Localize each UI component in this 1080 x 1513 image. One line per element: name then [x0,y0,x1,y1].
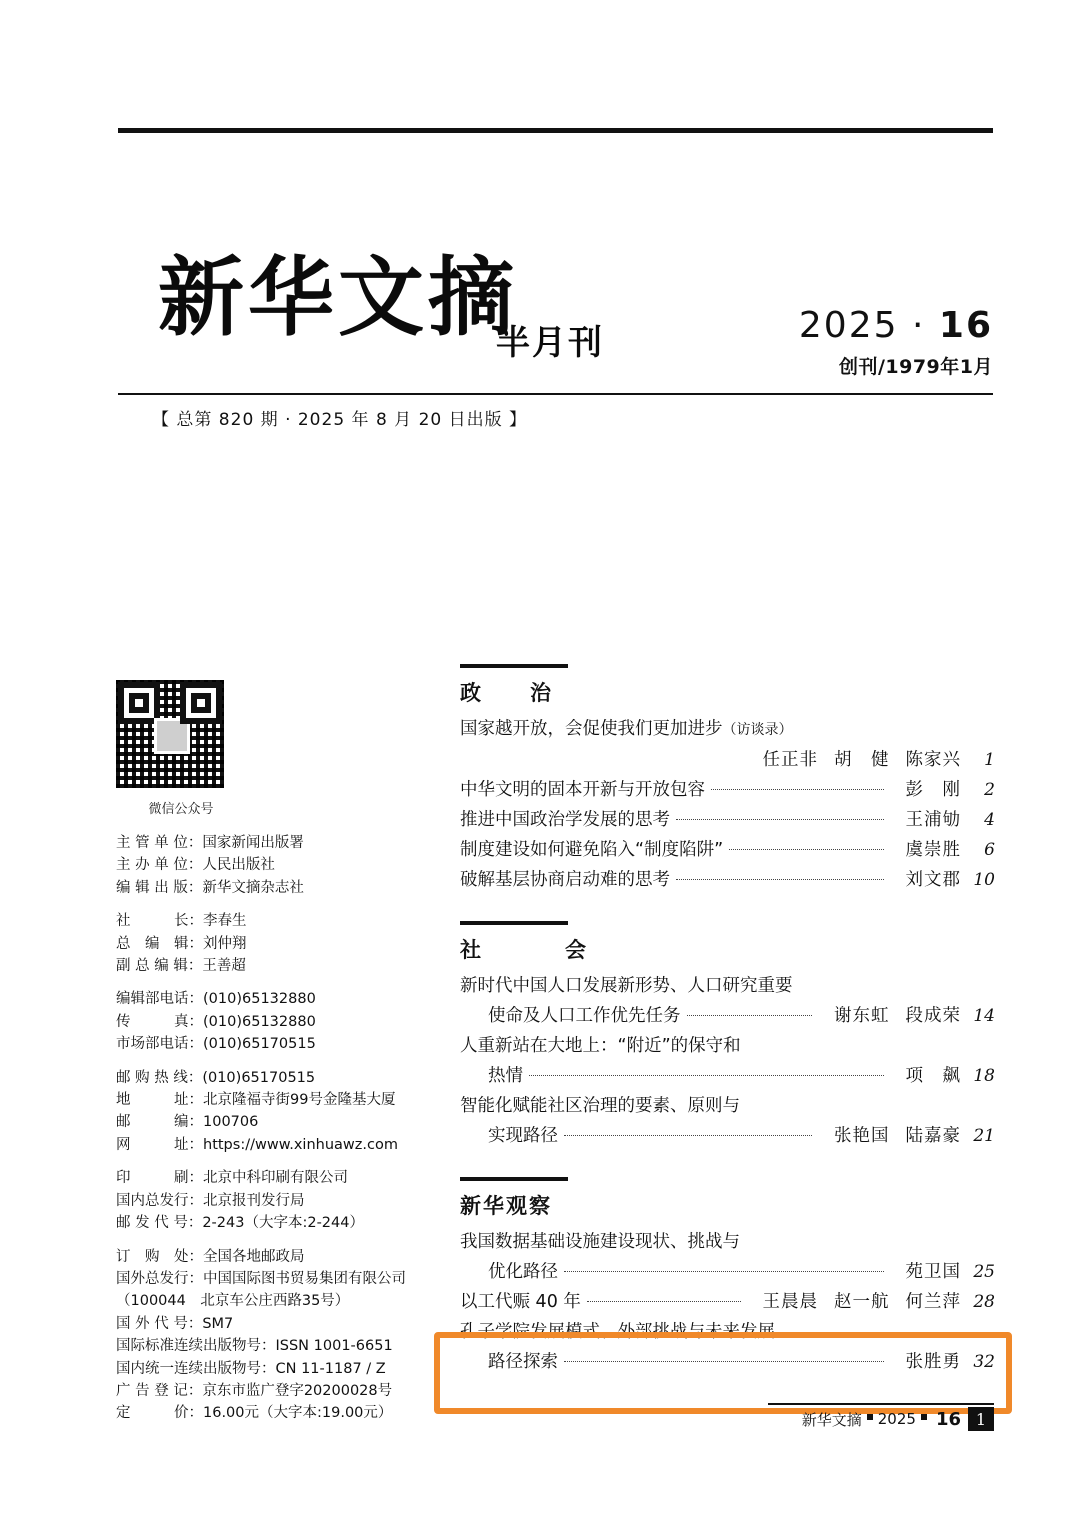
imprint-key: 主 管 单 位： [116,835,203,851]
imprint-spacer [116,1235,466,1246]
founded-label: 创刊/1979年1月 [838,356,993,378]
imprint-value: （100044 北京车公庄西路35号） [116,1293,350,1310]
toc-author: 王晨晨 [762,1292,818,1312]
issue-number: 16 [938,305,993,346]
footer-issue: 16 [935,1408,961,1430]
issue-separator: · [911,305,926,346]
toc-entry-page: 1 [984,750,995,770]
toc-entry-authors [818,1001,961,1031]
toc-section-title: 新华观察 [460,1194,552,1218]
toc-entry-authors [747,745,962,775]
toc-entry[interactable] [460,805,995,835]
imprint-value: 北京中科印刷有限公司 [203,1170,348,1187]
masthead-rule [118,393,993,395]
toc-entry-title-cont: 实现路径 [488,1126,558,1146]
imprint-row [116,1167,466,1189]
imprint-row [116,955,466,977]
imprint-key: 邮 购 热 线： [116,1069,203,1086]
toc-entry[interactable] [460,865,995,895]
toc-entry-title-cont: 路径探索 [488,1352,558,1372]
imprint-spacer [116,1156,466,1167]
toc-section [460,1177,995,1377]
toc-entry-title-cont: 优化路径 [488,1262,558,1282]
imprint-row [116,854,466,876]
toc-entry-authors [747,1287,962,1317]
toc-leader-dots [587,1301,741,1302]
toc-entry-authors [890,1061,962,1091]
imprint-row [116,933,466,955]
toc-entry[interactable] [460,1227,995,1287]
imprint-value: (010)65132880 [203,1013,316,1030]
imprint-row [116,1089,466,1111]
toc-author: 谢东虹 [834,1006,890,1026]
magazine-frequency: 半月刊 [496,323,604,363]
toc-author: 陈家兴 [905,750,961,770]
toc-leader-dots [564,1135,812,1136]
toc-leader-dots [676,819,884,820]
toc-entry-authors [818,1121,961,1151]
toc-entry-title: 中华文明的固本开新与开放包容 [460,780,705,800]
toc-author: 胡 健 [834,750,890,770]
footer-bullet-icon-2 [921,1414,927,1420]
imprint-key: 主 办 单 位： [116,857,203,874]
toc-section-rule [460,664,568,668]
toc-entry-title-cont: 使命及人口工作优先任务 [488,1006,681,1026]
imprint-value: CN 11-1187 / Z [275,1360,386,1377]
imprint-row [116,1268,466,1290]
imprint-row [116,1290,466,1312]
issue-date-line: 【 总第 820 期 · 2025 年 8 月 20 日出版 】 [152,410,528,430]
toc-leader-dots [564,1361,884,1362]
imprint-value: SM7 [202,1315,234,1332]
toc-leader-dots [564,1271,884,1272]
toc-author: 张胜勇 [905,1352,961,1372]
toc-author: 陆嘉豪 [905,1126,961,1146]
toc-entry-page: 4 [984,810,995,830]
imprint-key: 编辑部电话： [116,991,203,1008]
imprint-value: 京东市监广登字20200028号 [202,1382,393,1399]
toc-leader-dots [711,789,884,790]
toc-entry-authors [890,835,962,865]
toc-entry-authors [890,865,962,895]
toc-section-rule [460,921,568,925]
imprint-value: ISSN 1001-6651 [275,1338,393,1355]
toc-author: 项 飙 [905,1066,961,1086]
issue-block [799,305,993,379]
imprint-key: 国际标准连续出版物号： [116,1338,276,1355]
imprint-key: 邮 发 代 号： [116,1215,203,1232]
toc-entry-note: （访谈录） [722,722,793,738]
toc-entry-title: 人重新站在大地上：“附近”的保守和 [460,1036,741,1056]
toc-section-title: 社 会 [460,938,600,962]
toc-author: 张艳国 [834,1126,890,1146]
toc-entry-title: 我国数据基础设施建设现状、挑战与 [460,1232,740,1252]
imprint-spacer [116,977,466,988]
toc-entry-authors [890,1257,962,1287]
imprint-value: 人民出版社 [202,857,275,874]
toc-author: 虞崇胜 [905,840,961,860]
imprint-row [116,1111,466,1133]
imprint-value: 新华文摘杂志社 [202,879,304,896]
imprint-key: 国内统一连续出版物号： [116,1360,276,1377]
toc-entry-title: 孔子学院发展模式、外部挑战与未来发展 [460,1322,775,1342]
imprint-row [116,988,466,1010]
toc-leader-dots [529,1075,884,1076]
toc-entry-page: 10 [973,870,995,890]
toc-entry-title: 智能化赋能社区治理的要素、原则与 [460,1096,740,1116]
toc-author: 何兰萍 [905,1292,961,1312]
imprint-spacer [116,899,466,910]
toc-entry-title: 推进中国政治学发展的思考 [460,810,670,830]
toc-entry[interactable] [460,714,995,775]
toc-author: 苑卫国 [905,1262,961,1282]
toc-entry-title: 以工代赈 40 年 [460,1292,581,1312]
toc-section-rule [460,1177,568,1181]
imprint-row [116,1380,466,1402]
imprint-value: (010)65170515 [202,1069,316,1086]
imprint-value: (010)65170515 [203,1036,316,1053]
imprint-row [116,1402,466,1424]
imprint-row [116,1246,466,1268]
toc-entry-title: 新时代中国人口发展新形势、人口研究重要 [460,976,793,996]
imprint-value: 李春生 [203,913,247,930]
toc-entry-title: 破解基层协商启动难的思考 [460,870,670,890]
table-of-contents [460,664,995,1381]
toc-entry-title: 国家越开放，会促使我们更加进步 [460,719,723,739]
toc-section-spacer [460,1155,995,1177]
toc-section [460,921,995,1151]
imprint-value: 国家新闻出版署 [202,835,304,851]
toc-author: 王浦劬 [905,810,961,830]
imprint-value: (010)65132880 [203,991,316,1008]
toc-author: 赵一航 [834,1292,890,1312]
toc-entry-authors [890,1347,962,1377]
imprint-value: 2-243（大字本:2-244） [202,1215,364,1232]
toc-entry-title-cont: 热情 [488,1066,523,1086]
imprint-row [116,1190,466,1212]
issue-year: 2025 [798,305,899,346]
footer-bullet-icon [867,1414,873,1420]
toc-author: 任正非 [762,750,818,770]
imprint-value: 刘仲翔 [203,935,247,952]
imprint-key: 网 址： [116,1136,203,1153]
imprint-row [116,1033,466,1055]
footer-page-number: 1 [968,1407,994,1431]
imprint-row [116,877,466,899]
imprint-row [116,1067,466,1089]
toc-author: 段成荣 [905,1006,961,1026]
imprint-row [116,1358,466,1380]
page-footer [802,1407,994,1431]
qr-center-mark [154,718,190,754]
toc-entry[interactable] [460,835,995,865]
imprint-key: 国 外 代 号： [116,1315,203,1332]
imprint-key: 邮 编： [116,1114,203,1131]
magazine-title: 新华文摘 [158,248,518,348]
imprint-row [116,1134,466,1156]
imprint-row [116,1212,466,1234]
imprint-key: 订 购 处： [116,1248,203,1265]
toc-section-spacer [460,899,995,921]
imprint-key: 印 刷： [116,1170,203,1187]
imprint-row [116,1335,466,1357]
toc-entry[interactable] [460,1317,995,1377]
toc-entry-authors [890,775,962,805]
imprint-key: 地 址： [116,1092,203,1109]
toc-entry-page: 32 [973,1352,995,1372]
imprint-value: 北京报刊发行局 [203,1192,305,1209]
imprint-key: 广 告 登 记： [116,1382,203,1399]
toc-entry[interactable] [460,1287,995,1317]
imprint-row [116,1313,466,1335]
footer-rule [768,1403,994,1405]
imprint-key: 定 价： [116,1405,203,1422]
toc-entry-page: 6 [984,840,995,860]
toc-entry-page: 21 [973,1126,995,1146]
toc-section [460,664,995,895]
toc-entry-page: 25 [973,1262,995,1282]
imprint-key: 副 总 编 辑： [116,958,203,975]
footer-brand: 新华文摘 [801,1410,862,1429]
imprint-value: 北京隆福寺街99号金隆基大厦 [203,1092,396,1109]
toc-leader-dots [729,849,883,850]
top-rule [118,128,993,133]
imprint-value: https://www.xinhuawz.com [203,1136,398,1153]
imprint-row [116,910,466,932]
toc-entry-page: 18 [973,1066,995,1086]
qr-caption: 微信公众号 [148,802,214,817]
footer-year: 2025 [877,1410,916,1428]
imprint-key: 市场部电话： [116,1036,203,1053]
qr-code-icon [116,680,224,788]
toc-entry-title: 制度建设如何避免陷入“制度陷阱” [460,840,724,860]
toc-entry[interactable] [460,1031,995,1091]
imprint-key: 社 长： [116,913,203,930]
imprint-row [116,832,466,854]
imprint-key: 总 编 辑： [116,935,203,952]
toc-entry[interactable] [460,775,995,805]
toc-section-title: 政 治 [460,681,565,705]
toc-entry-page: 2 [984,780,995,800]
imprint-value: 全国各地邮政局 [203,1248,305,1265]
imprint-key: 传 真： [116,1013,203,1030]
imprint-row [116,1011,466,1033]
imprint-key: 国内总发行： [116,1192,203,1209]
imprint-key: 编 辑 出 版： [116,879,203,896]
toc-author: 彭 刚 [905,780,961,800]
toc-author: 刘文郡 [905,870,961,890]
imprint-key: 国外总发行： [116,1270,203,1287]
toc-leader-dots [676,879,884,880]
toc-entry-authors [890,805,962,835]
toc-entry-page: 14 [973,1006,995,1026]
masthead [118,248,993,378]
imprint-spacer [116,1056,466,1067]
toc-entry-page: 28 [973,1292,995,1312]
imprint-value: 16.00元（大字本:19.00元） [203,1405,393,1422]
imprint-block [116,832,466,1425]
imprint-value: 王善超 [202,958,246,975]
toc-leader-dots [687,1015,813,1016]
toc-entry[interactable] [460,1091,995,1151]
imprint-value: 100706 [203,1114,259,1131]
imprint-value: 中国国际图书贸易集团有限公司 [203,1270,406,1287]
toc-entry[interactable] [460,971,995,1031]
